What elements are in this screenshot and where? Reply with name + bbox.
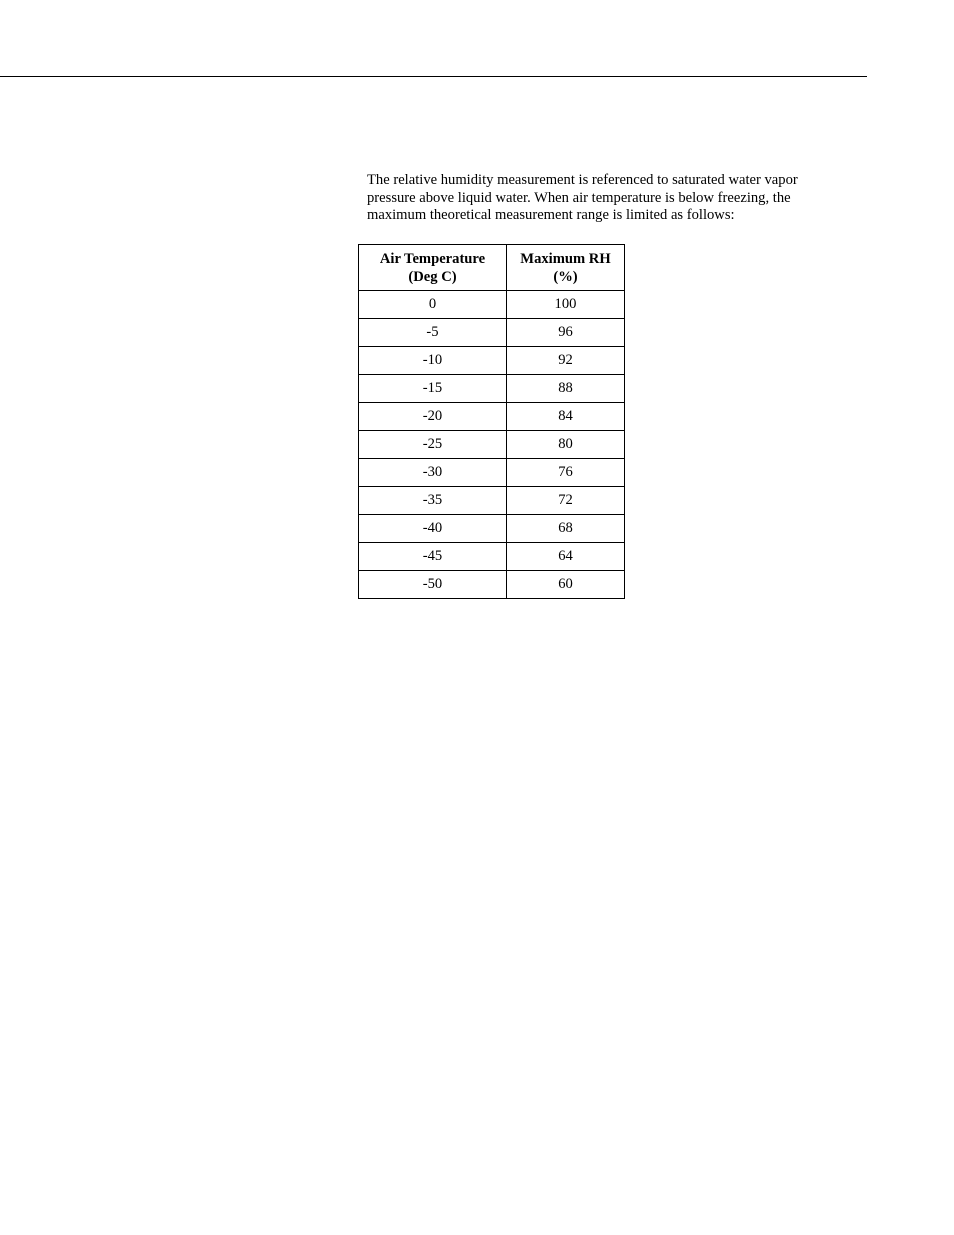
table-row xyxy=(359,291,625,319)
table-row xyxy=(359,487,625,515)
air-temperature-cell: -50 xyxy=(359,571,507,599)
maximum-rh-cell: 96 xyxy=(507,319,625,347)
table-row xyxy=(359,319,625,347)
header-air-temperature xyxy=(359,245,507,291)
air-temperature-cell: -15 xyxy=(359,375,507,403)
table-row xyxy=(359,347,625,375)
header-air-temperature-line2: (Deg C) xyxy=(408,268,457,285)
maximum-rh-cell: 64 xyxy=(507,543,625,571)
maximum-rh-cell: 60 xyxy=(507,571,625,599)
air-temperature-cell: 0 xyxy=(359,291,507,319)
maximum-rh-cell: 92 xyxy=(507,347,625,375)
air-temperature-cell: -30 xyxy=(359,459,507,487)
air-temperature-cell: -5 xyxy=(359,319,507,347)
air-temperature-cell: -20 xyxy=(359,403,507,431)
header-maximum-rh xyxy=(507,245,625,291)
table-header-row xyxy=(359,245,625,291)
maximum-rh-cell: 88 xyxy=(507,375,625,403)
air-temperature-cell: -45 xyxy=(359,543,507,571)
air-temperature-cell: -40 xyxy=(359,515,507,543)
air-temperature-cell: -10 xyxy=(359,347,507,375)
maximum-rh-cell: 80 xyxy=(507,431,625,459)
table-row xyxy=(359,375,625,403)
table-row xyxy=(359,571,625,599)
maximum-rh-cell: 100 xyxy=(507,291,625,319)
header-maximum-rh-line1: Maximum RH xyxy=(520,250,611,267)
header-maximum-rh-line2: (%) xyxy=(553,268,578,285)
air-temperature-cell: -35 xyxy=(359,487,507,515)
table-row xyxy=(359,403,625,431)
maximum-rh-cell: 72 xyxy=(507,487,625,515)
maximum-rh-cell: 84 xyxy=(507,403,625,431)
table-row xyxy=(359,459,625,487)
maximum-rh-cell: 68 xyxy=(507,515,625,543)
air-temperature-cell: -25 xyxy=(359,431,507,459)
max-rh-table xyxy=(358,244,625,599)
header-rule xyxy=(0,76,867,77)
table-row xyxy=(359,515,625,543)
maximum-rh-cell: 76 xyxy=(507,459,625,487)
table-row xyxy=(359,431,625,459)
table-row xyxy=(359,543,625,571)
intro-paragraph: The relative humidity measurement is referenced to saturated water vapor pressure above liquid water. When air temperature is below freezing, the maximum theoretical measurement range is limited as follows: xyxy=(367,172,798,224)
header-air-temperature-line1: Air Temperature xyxy=(379,250,486,267)
